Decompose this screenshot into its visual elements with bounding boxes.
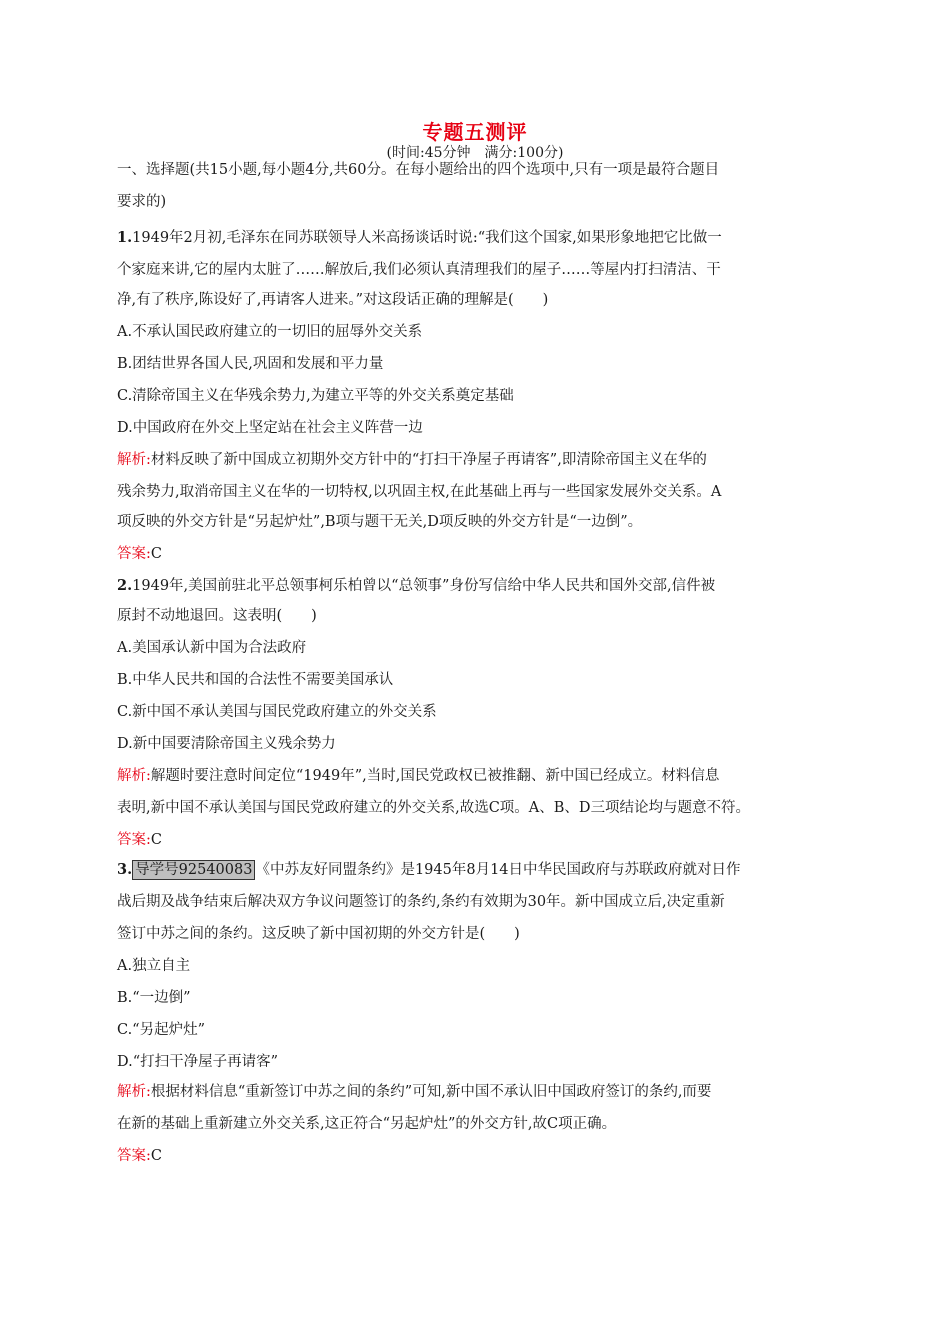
- question-3-stem: 签订中苏之间的条约。这反映了新中国初期的外交方针是( ): [117, 926, 520, 942]
- answer-label: 答案:: [117, 1148, 151, 1164]
- option-c: C.清除帝国主义在华残余势力,为建立平等的外交关系奠定基础: [117, 388, 514, 404]
- option-b: B.“一边倒”: [117, 990, 191, 1006]
- page-title: 专题五测评: [422, 120, 528, 144]
- analysis-label: 解析:: [117, 1084, 151, 1100]
- answer: 答案:C: [117, 1148, 162, 1164]
- section-header: 要求的): [117, 194, 167, 210]
- question-2-stem: 原封不动地退回。这表明( ): [117, 608, 317, 624]
- answer-label: 答案:: [117, 832, 151, 848]
- answer-label: 答案:: [117, 546, 151, 562]
- option-a: A.不承认国民政府建立的一切旧的屈辱外交关系: [117, 324, 423, 340]
- option-b: B.中华人民共和国的合法性不需要美国承认: [117, 672, 394, 688]
- analysis-label: 解析:: [117, 452, 151, 468]
- option-b: B.团结世界各国人民,巩固和发展和平力量: [117, 356, 384, 372]
- question-2-stem: 2.1949年,美国前驻北平总领事柯乐柏曾以“总领事”身份写信给中华人民共和国外交部,信件被: [117, 577, 716, 594]
- question-number: 1.: [117, 229, 133, 246]
- question-3-stem: 战后期及战争结束后解决双方争议问题签订的条约,条约有效期为30年。新中国成立后,决定重新: [117, 894, 725, 910]
- analysis: 在新的基础上重新建立外交关系,这正符合“另起炉灶”的外交方针,故C项正确。: [117, 1116, 617, 1132]
- option-d: D.新中国要清除帝国主义残余势力: [117, 736, 336, 752]
- analysis: 残余势力,取消帝国主义在华的一切特权,以巩固主权,在此基础上再与一些国家发展外交关系。A: [117, 484, 722, 500]
- option-a: A.美国承认新中国为合法政府: [117, 640, 307, 656]
- option-c: C.新中国不承认美国与国民党政府建立的外交关系: [117, 704, 437, 720]
- question-1-stem: 净,有了秩序,陈设好了,再请客人进来。”对这段话正确的理解是( ): [117, 292, 549, 308]
- option-a: A.独立自主: [117, 958, 191, 974]
- question-1-stem: 个家庭来讲,它的屋内太脏了……解放后,我们必须认真清理我们的屋子……等屋内打扫清洁、干: [117, 262, 721, 278]
- analysis: 项反映的外交方针是“另起炉灶”,B项与题干无关,D项反映的外交方针是“一边倒”。: [117, 514, 643, 530]
- analysis: 解析:根据材料信息“重新签订中苏之间的条约”可知,新中国不承认旧中国政府签订的条约,而要: [117, 1084, 712, 1100]
- analysis-label: 解析:: [117, 768, 151, 784]
- question-1-stem: 1.1949年2月初,毛泽东在同苏联领导人米高扬谈话时说:“我们这个国家,如果形象地把它比做一: [117, 229, 722, 246]
- question-number: 2.: [117, 577, 133, 594]
- option-d: D.中国政府在外交上坚定站在社会主义阵营一边: [117, 420, 423, 436]
- question-number: 3.: [117, 861, 133, 878]
- option-d: D.“打扫干净屋子再请客”: [117, 1054, 279, 1070]
- answer: 答案:C: [117, 832, 162, 848]
- section-header: 一、选择题(共15小题,每小题4分,共60分。在每小题给出的四个选项中,只有一项是最符合题目: [117, 162, 720, 178]
- guide-number-link[interactable]: 导学号92540083: [132, 860, 255, 880]
- question-3-stem: 3. 导学号92540083 《中苏友好同盟条约》是1945年8月14日中华民国政府与苏联政府就对日作: [117, 861, 741, 878]
- option-c: C.“另起炉灶”: [117, 1022, 206, 1038]
- page-subtitle: (时间:45分钟 满分:100分): [386, 145, 564, 161]
- analysis: 表明,新中国不承认美国与国民党政府建立的外交关系,故选C项。A、B、D三项结论均与题意不符。: [117, 800, 751, 816]
- analysis: 解析:材料反映了新中国成立初期外交方针中的“打扫干净屋子再请客”,即清除帝国主义在华的: [117, 452, 707, 468]
- analysis: 解析:解题时要注意时间定位“1949年”,当时,国民党政权已被推翻、新中国已经成立。材料信息: [117, 768, 720, 784]
- answer: 答案:C: [117, 546, 162, 562]
